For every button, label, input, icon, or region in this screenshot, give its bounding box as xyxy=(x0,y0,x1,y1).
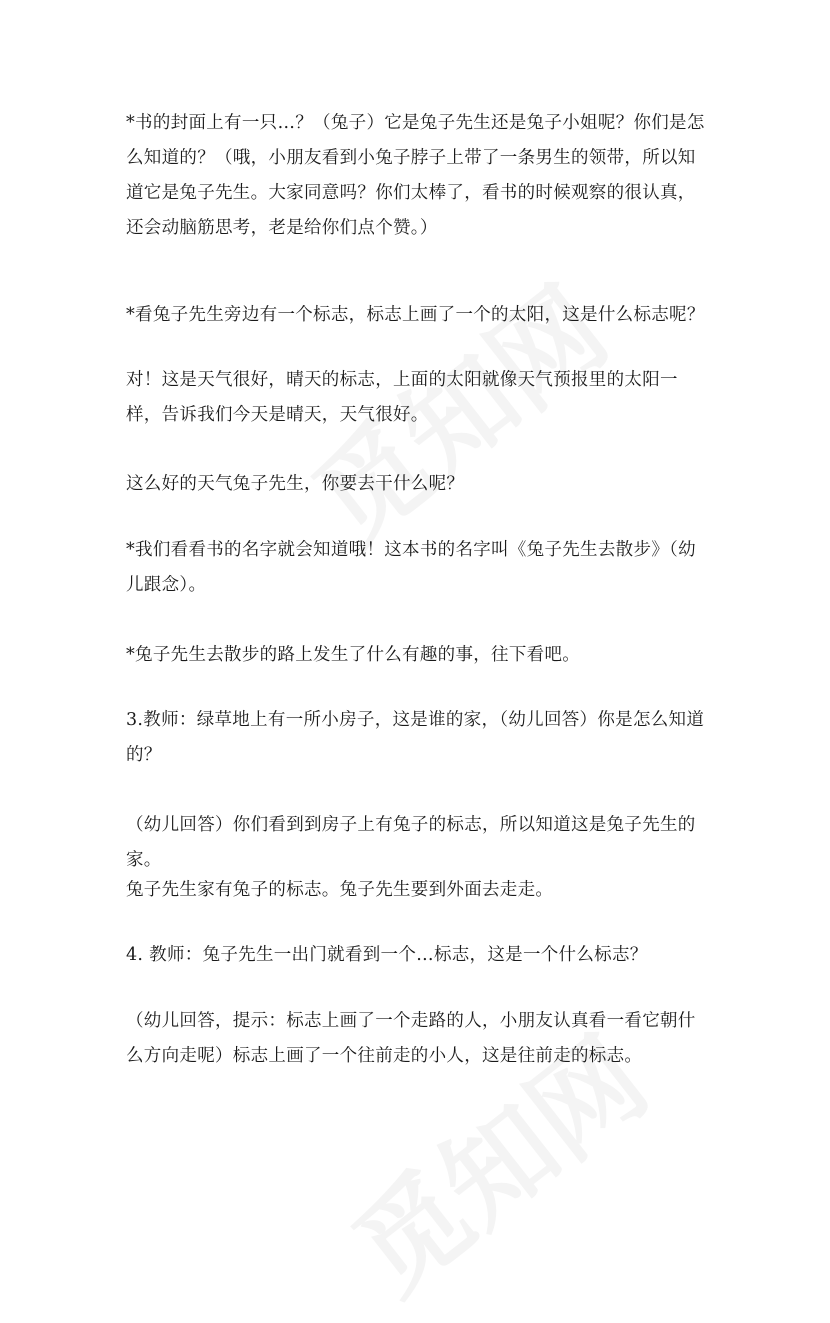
paragraph: 兔子先生家有兔子的标志。兔子先生要到外面去走走。 xyxy=(126,880,554,900)
paragraph: *书的封面上有一只…？（兔子）它是兔子先生还是兔子小姐呢？你们是怎么知道的？（哦，小朋友看到小兔子脖子上带了一条男生的领带，所以知道它是兔子先生。大家同意吗？你们太棒了，看书的时候观察的很认真，还会动脑筋思考，老是给你们点个赞。） xyxy=(126,113,705,238)
paragraph: 对！这是天气很好，晴天的标志，上面的太阳就像天气预报里的太阳一样，告诉我们今天是晴天，天气很好。 xyxy=(126,370,678,425)
paragraph: 4. 教师：兔子先生一出门就看到一个…标志，这是一个什么标志？ xyxy=(126,945,648,965)
paragraph: 3.教师：绿草地上有一所小房子，这是谁的家，（幼儿回答）你是怎么知道的？ xyxy=(126,710,705,765)
paragraph: *兔子先生去散步的路上发生了什么有趣的事，往下看吧。 xyxy=(126,645,581,665)
paragraph: （幼儿回答，提示：标志上画了一个走路的人，小朋友认真看一看它朝什么方向走呢）标志上画了一个往前走的小人，这是往前走的标志。 xyxy=(126,1011,696,1066)
paragraph: *我们看看书的名字就会知道哦！这本书的名字叫《兔子先生去散步》（幼儿跟念）。 xyxy=(126,540,696,595)
paragraph: 这么好的天气兔子先生，你要去干什么呢？ xyxy=(126,474,465,494)
paragraph: （幼儿回答）你们看到到房子上有兔子的标志，所以知道这是兔子先生的家。 xyxy=(126,815,696,870)
paragraph: *看兔子先生旁边有一个标志，标志上画了一个的太阳，这是什么标志呢？ xyxy=(126,305,705,325)
